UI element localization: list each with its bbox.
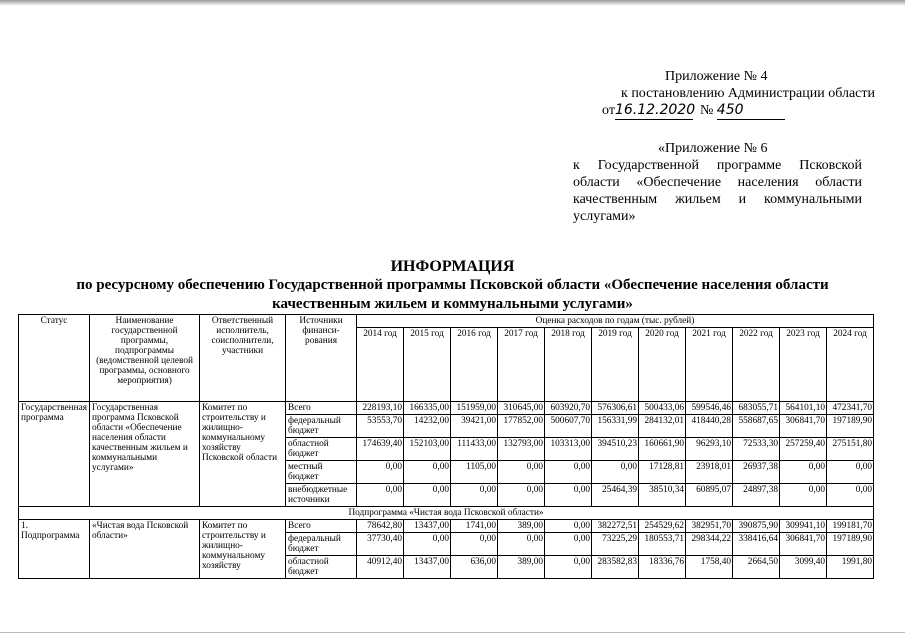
value-cell: 177852,00 <box>498 415 545 438</box>
value-cell: 0,00 <box>545 461 592 484</box>
value-cell: 306841,70 <box>780 415 827 438</box>
value-cell: 103313,00 <box>545 438 592 461</box>
value-cell: 166335,00 <box>404 402 451 415</box>
value-cell: 197189,90 <box>827 415 874 438</box>
value-cell: 40912,40 <box>357 556 404 579</box>
value-cell: 338416,64 <box>733 533 780 556</box>
value-cell: 636,00 <box>451 556 498 579</box>
year-header: 2023 год <box>780 328 827 402</box>
document-title <box>40 257 865 314</box>
header-executor: Ответственный исполнитель, соисполнители, участники <box>200 315 286 402</box>
year-header: 2024 год <box>827 328 874 402</box>
value-cell: 0,00 <box>498 533 545 556</box>
value-cell: 472341,70 <box>827 402 874 415</box>
value-cell: 0,00 <box>404 484 451 507</box>
year-header: 2014 год <box>357 328 404 402</box>
value-cell: 1741,00 <box>451 520 498 533</box>
value-cell: 309941,10 <box>780 520 827 533</box>
value-cell: 310645,00 <box>498 402 545 415</box>
scan-top-edge <box>0 0 905 6</box>
value-cell: 306841,70 <box>780 533 827 556</box>
year-header: 2021 год <box>686 328 733 402</box>
value-cell: 382951,70 <box>686 520 733 533</box>
value-cell: 13437,00 <box>404 520 451 533</box>
value-cell: 283582,83 <box>592 556 639 579</box>
value-cell: 500607,70 <box>545 415 592 438</box>
funding-source: Всего <box>286 520 357 533</box>
value-cell: 26937,38 <box>733 461 780 484</box>
value-cell: 0,00 <box>545 520 592 533</box>
value-cell: 197189,90 <box>827 533 874 556</box>
row-name: «Чистая вода Псковской области» <box>90 520 200 579</box>
value-cell: 78642,80 <box>357 520 404 533</box>
value-cell: 390875,90 <box>733 520 780 533</box>
funding-source: Всего <box>286 402 357 415</box>
value-cell: 298344,22 <box>686 533 733 556</box>
value-cell: 3099,40 <box>780 556 827 579</box>
value-cell: 39421,00 <box>451 415 498 438</box>
value-cell: 38510,34 <box>639 484 686 507</box>
value-cell: 0,00 <box>451 484 498 507</box>
value-cell: 558687,65 <box>733 415 780 438</box>
value-cell: 284132,01 <box>639 415 686 438</box>
value-cell: 0,00 <box>592 461 639 484</box>
value-cell: 389,00 <box>498 556 545 579</box>
appendix-4-title: Приложение № 4 <box>665 69 768 84</box>
value-cell: 14232,00 <box>404 415 451 438</box>
appendix-4-decree: к постановлению Администрации области <box>621 86 875 101</box>
funding-source: областной бюджет <box>286 438 357 461</box>
value-cell: 0,00 <box>827 484 874 507</box>
value-cell: 599546,46 <box>686 402 733 415</box>
value-cell: 180553,71 <box>639 533 686 556</box>
header-name: Наименование государственной программы, подпрограммы (ведомственной целевой программы, основного мероприятия) <box>90 315 200 402</box>
subprogram-section <box>19 520 874 579</box>
value-cell: 389,00 <box>498 520 545 533</box>
value-cell: 0,00 <box>404 533 451 556</box>
value-cell: 60895,07 <box>686 484 733 507</box>
value-cell: 156331,99 <box>592 415 639 438</box>
value-cell: 0,00 <box>545 556 592 579</box>
subprogram-header-row <box>19 507 874 520</box>
appendix-6-body: к Государственной программе Псковской области «Обеспечение населения области качественным жильем и коммунальными услугами» <box>573 158 862 224</box>
row-status: Государственная программа <box>19 402 90 507</box>
value-cell: 0,00 <box>357 484 404 507</box>
year-header: 2018 год <box>545 328 592 402</box>
value-cell: 228193,10 <box>357 402 404 415</box>
value-cell: 394510,23 <box>592 438 639 461</box>
value-cell: 53553,70 <box>357 415 404 438</box>
value-cell: 0,00 <box>404 461 451 484</box>
title-sub: по ресурсному обеспечению Государственной программы Псковской области «Обеспечение населения области качественным жильем и коммунальными услугами» <box>76 277 829 312</box>
value-cell: 151959,00 <box>451 402 498 415</box>
value-cell: 0,00 <box>827 461 874 484</box>
funding-source: областной бюджет <box>286 556 357 579</box>
scan-bottom-edge <box>0 632 905 633</box>
header-sources: Источники финанси-рования <box>286 315 357 402</box>
value-cell: 0,00 <box>451 533 498 556</box>
value-cell: 13437,00 <box>404 556 451 579</box>
value-cell: 0,00 <box>498 461 545 484</box>
subprogram-header: Подпрограмма «Чистая вода Псковской области» <box>19 507 874 520</box>
row-name: Государственная программа Псковской области «Обеспечение населения области качественным жильем и коммунальными услугами» <box>90 402 200 507</box>
value-cell: 96293,10 <box>686 438 733 461</box>
value-cell: 0,00 <box>780 484 827 507</box>
value-cell: 382272,51 <box>592 520 639 533</box>
value-cell: 0,00 <box>357 461 404 484</box>
value-cell: 73225,29 <box>592 533 639 556</box>
handwritten-date: 16.12.2020 <box>614 102 696 118</box>
value-cell: 500433,06 <box>639 402 686 415</box>
title-main: ИНФОРМАЦИЯ <box>390 258 515 275</box>
value-cell: 17128,81 <box>639 461 686 484</box>
value-cell: 2664,50 <box>733 556 780 579</box>
value-cell: 0,00 <box>780 461 827 484</box>
table-row <box>19 520 874 533</box>
year-header: 2019 год <box>592 328 639 402</box>
header-row-1 <box>19 315 874 328</box>
value-cell: 18336,76 <box>639 556 686 579</box>
value-cell: 254529,62 <box>639 520 686 533</box>
year-header: 2017 год <box>498 328 545 402</box>
value-cell: 37730,40 <box>357 533 404 556</box>
appendix-4-header <box>575 68 875 120</box>
year-header: 2015 год <box>404 328 451 402</box>
value-cell: 576306,61 <box>592 402 639 415</box>
value-cell: 418440,28 <box>686 415 733 438</box>
header-status: Статус <box>19 315 90 402</box>
appendix-4-date-line <box>575 102 875 120</box>
value-cell: 24897,38 <box>733 484 780 507</box>
value-cell: 160661,90 <box>639 438 686 461</box>
table-row <box>19 402 874 415</box>
value-cell: 1105,00 <box>451 461 498 484</box>
funding-source: местный бюджет <box>286 461 357 484</box>
value-cell: 603920,70 <box>545 402 592 415</box>
handwritten-number: 450 <box>717 102 785 120</box>
value-cell: 199181,70 <box>827 520 874 533</box>
value-cell: 132793,00 <box>498 438 545 461</box>
appendix-6-header <box>573 140 862 225</box>
value-cell: 0,00 <box>545 484 592 507</box>
resource-table <box>18 314 874 579</box>
value-cell: 1758,40 <box>686 556 733 579</box>
value-cell: 564101,10 <box>780 402 827 415</box>
row-executor: Комитет по строительству и жилищно-коммунальному хозяйству <box>200 520 286 579</box>
funding-source: федеральный бюджет <box>286 415 357 438</box>
value-cell: 1991,80 <box>827 556 874 579</box>
funding-source: внебюджетные источники <box>286 484 357 507</box>
value-cell: 0,00 <box>498 484 545 507</box>
from-label: от <box>602 103 615 118</box>
value-cell: 25464,39 <box>592 484 639 507</box>
year-header: 2020 год <box>639 328 686 402</box>
value-cell: 275151,80 <box>827 438 874 461</box>
header-estimate: Оценка расходов по годам (тыс. рублей) <box>357 315 874 328</box>
row-executor: Комитет по строительству и жилищно-коммунальному хозяйству Псковской области <box>200 402 286 507</box>
number-label: № <box>699 103 714 118</box>
value-cell: 111433,00 <box>451 438 498 461</box>
value-cell: 72533,30 <box>733 438 780 461</box>
value-cell: 257259,40 <box>780 438 827 461</box>
value-cell: 0,00 <box>545 533 592 556</box>
value-cell: 174639,40 <box>357 438 404 461</box>
state-program-section <box>19 402 874 507</box>
value-cell: 23918,01 <box>686 461 733 484</box>
value-cell: 683055,71 <box>733 402 780 415</box>
year-header: 2016 год <box>451 328 498 402</box>
year-header: 2022 год <box>733 328 780 402</box>
funding-source: федеральный бюджет <box>286 533 357 556</box>
appendix-6-title: «Приложение № 6 <box>658 141 768 156</box>
value-cell: 152103,00 <box>404 438 451 461</box>
row-status: 1. Подпрограмма <box>19 520 90 579</box>
